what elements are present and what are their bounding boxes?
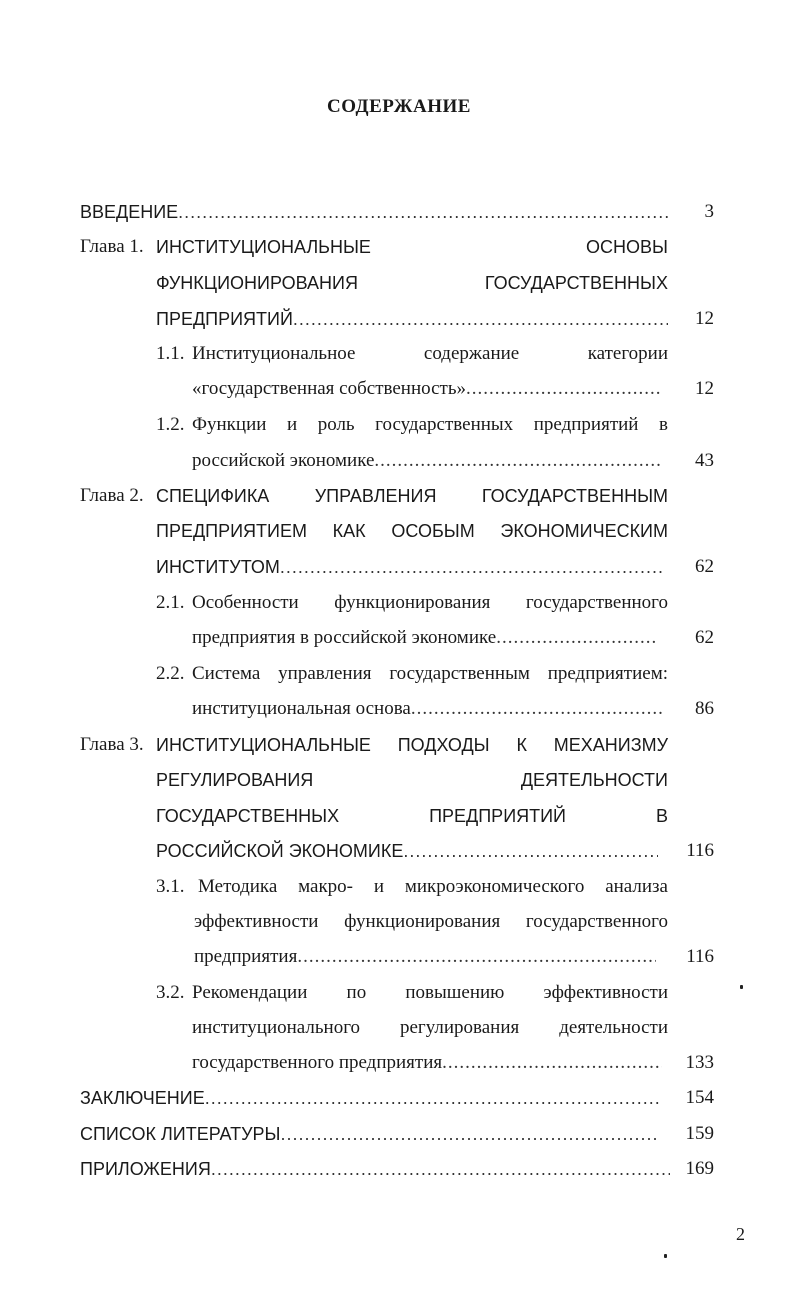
toc-section-prefix: 3.2. (156, 982, 185, 1003)
toc-entry-line: ИНСТИТУЦИОНАЛЬНЫЕ ОСНОВЫ (156, 237, 668, 257)
toc-entry-line: Рекомендации по повышению эффективности (192, 982, 668, 1003)
toc-page-number: 116 (686, 840, 714, 861)
toc-entry-line-with-leader (194, 942, 656, 972)
toc-entry-conclusion[interactable] (80, 1083, 662, 1113)
toc-entry-line-with-leader (192, 374, 662, 404)
page-title: СОДЕРЖАНИЕ (327, 96, 471, 117)
toc-entry-line: ФУНКЦИОНИРОВАНИЯ ГОСУДАРСТВЕННЫХ (156, 273, 668, 293)
scan-speck (740, 985, 743, 989)
toc-entry-line: предприятия (194, 946, 298, 967)
toc-page-number: 154 (685, 1087, 714, 1108)
toc-entry-line: РЕГУЛИРОВАНИЯ ДЕЯТЕЛЬНОСТИ (156, 770, 668, 790)
toc-chapter-prefix: Глава 1. (80, 236, 144, 257)
toc-entry-label: ПРИЛОЖЕНИЯ (80, 1159, 211, 1179)
page-number: 2 (736, 1224, 745, 1244)
toc-entry-line: ПРЕДПРИЯТИЙ (156, 309, 293, 329)
scan-speck (664, 1254, 667, 1258)
toc-entry-line-with-leader (192, 694, 662, 724)
toc-section-prefix: 1.1. (156, 343, 185, 364)
toc-entry-line: РОССИЙСКОЙ ЭКОНОМИКЕ (156, 841, 404, 861)
toc-entry-introduction[interactable] (80, 197, 670, 227)
toc-entry-line: ИНСТИТУТОМ (156, 557, 280, 577)
toc-entry-line: институциональная основа (192, 698, 411, 719)
toc-page-number: 169 (685, 1158, 714, 1179)
toc-entry-line: Функции и роль государственных предприятий в (192, 414, 668, 435)
toc-section-3-2[interactable] (156, 978, 670, 1008)
toc-chapter-prefix: Глава 3. (80, 734, 144, 755)
toc-page-number: 86 (695, 698, 714, 719)
toc-entry-line: СПЕЦИФИКА УПРАВЛЕНИЯ ГОСУДАРСТВЕННЫМ (156, 486, 668, 506)
toc-section-prefix: 2.2. (156, 663, 185, 684)
toc-page-number: 133 (685, 1052, 714, 1073)
toc-section-prefix: 2.1. (156, 592, 185, 613)
toc-entry-label: ЗАКЛЮЧЕНИЕ (80, 1088, 205, 1108)
toc-entry-label: ВВЕДЕНИЕ (80, 202, 179, 222)
toc-entry-line: институционального регулирования деятельности (192, 1017, 668, 1038)
toc-entry-line: ГОСУДАРСТВЕННЫХ ПРЕДПРИЯТИЙ В (156, 806, 668, 826)
toc-section-1-1[interactable] (156, 339, 670, 369)
toc-section-prefix: 1.2. (156, 414, 185, 435)
toc-chapter-3[interactable] (80, 730, 670, 760)
toc-section-prefix: 3.1. (156, 876, 185, 897)
toc-entry-line-with-leader (156, 304, 668, 334)
toc-page-number: 3 (704, 201, 714, 222)
toc-section-3-1[interactable] (156, 872, 670, 902)
toc-page-number: 62 (695, 556, 714, 577)
toc-entry-line: Институциональное содержание категории (192, 343, 668, 364)
toc-entry-line: Система управления государственным предприятием: (192, 663, 668, 684)
toc-page-number: 12 (695, 378, 714, 399)
toc-entry-line: ПРЕДПРИЯТИЕМ КАК ОСОБЫМ ЭКОНОМИЧЕСКИМ (156, 521, 668, 541)
toc-chapter-prefix: Глава 2. (80, 485, 144, 506)
toc-entry-line-with-leader (156, 836, 658, 866)
toc-entry-references[interactable] (80, 1119, 656, 1149)
toc-page-number: 43 (695, 450, 714, 471)
toc-entry-line: ИНСТИТУЦИОНАЛЬНЫЕ ПОДХОДЫ К МЕХАНИЗМУ (156, 735, 668, 755)
toc-entry-line-with-leader (192, 446, 662, 476)
toc-section-2-2[interactable] (156, 659, 670, 689)
toc-entry-line: эффективности функционирования государственного (194, 911, 668, 932)
toc-page-number: 62 (695, 627, 714, 648)
toc-entry-line: российской экономике (192, 450, 375, 471)
toc-chapter-2[interactable] (80, 481, 670, 511)
toc-page-number: 159 (685, 1123, 714, 1144)
toc-entry-line: «государственная собственность» (192, 378, 467, 399)
toc-page-number: 12 (695, 308, 714, 329)
toc-section-1-2[interactable] (156, 410, 670, 440)
toc-entry-line-with-leader (192, 1048, 662, 1078)
toc-entry-line-with-leader (192, 623, 658, 653)
toc-entry-line: Особенности функционирования государственного (192, 592, 668, 613)
toc-entry-line: Методика макро- и микроэкономического анализа (198, 876, 668, 897)
toc-page-number: 116 (686, 946, 714, 967)
toc-entry-label: СПИСОК ЛИТЕРАТУРЫ (80, 1124, 281, 1144)
toc-entry-line-with-leader (156, 552, 662, 582)
toc-entry-line: государственного предприятия (192, 1052, 443, 1073)
toc-section-2-1[interactable] (156, 588, 670, 618)
toc-chapter-1[interactable] (80, 232, 670, 262)
toc-entry-appendices[interactable] (80, 1154, 670, 1184)
toc-entry-line: предприятия в российской экономике (192, 627, 497, 648)
